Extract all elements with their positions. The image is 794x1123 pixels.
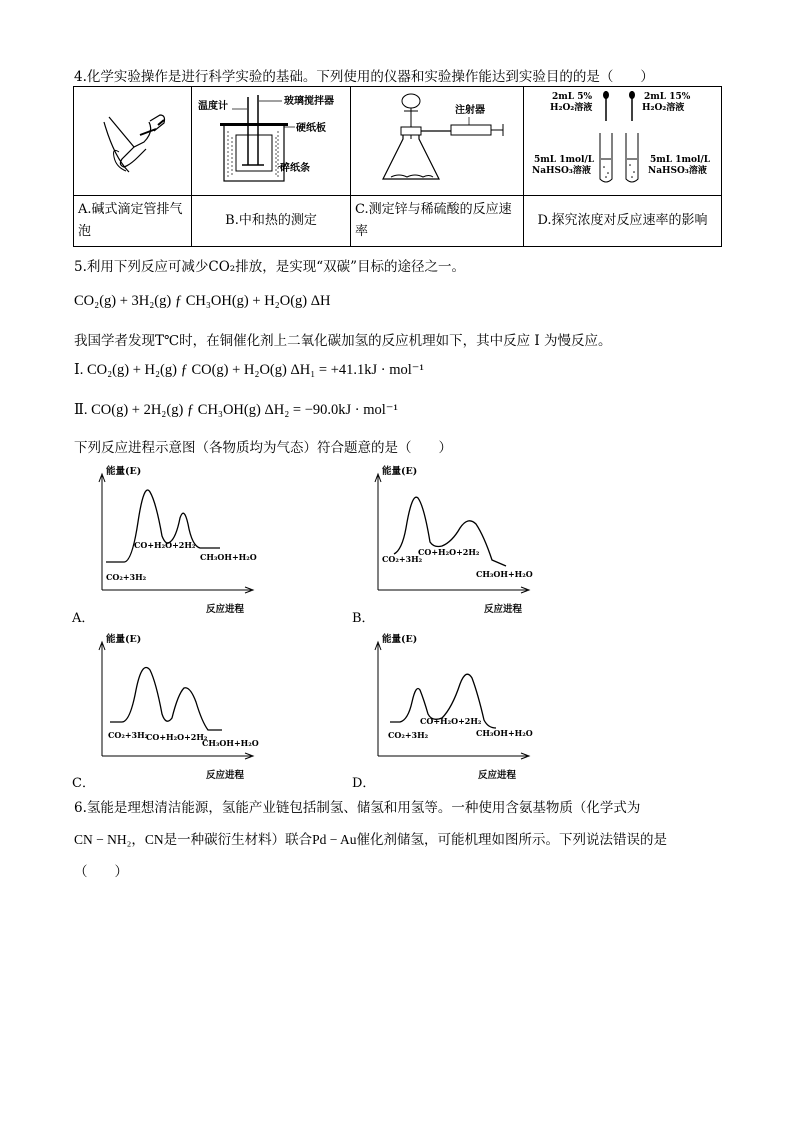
q5-intro: 我国学者发现T℃时，在铜催化剂上二氧化碳加氢的反应机理如下，其中反应 I 为慢反应。	[74, 333, 612, 349]
q4-stem: 4.化学实验操作是进行科学实验的基础。下列使用的仪器和实验操作能达到实验目的的是（ ）	[74, 69, 654, 85]
paper-label: 碎纸条	[280, 163, 310, 174]
svg-text:CO+H₂O+2H₂: CO+H₂O+2H₂	[134, 540, 196, 550]
calorimeter-image	[192, 87, 351, 196]
stirrer-label: 玻璃搅拌器	[284, 96, 334, 107]
svg-text:反应进程: 反应进程	[484, 604, 523, 615]
test-tubes-image	[524, 87, 722, 196]
q5-equation-1: Ⅰ. CO₂(g) + H₂(g) ƒ CO(g) + H₂O(g) ΔH₁ = +41.1kJ · mol⁻¹	[74, 362, 424, 378]
svg-text:反应进程: 反应进程	[478, 770, 517, 780]
q4-experiment-table	[73, 86, 722, 247]
svg-text:CO₂+3H₂: CO₂+3H₂	[106, 572, 147, 582]
chart-b	[372, 462, 552, 626]
svg-text:H₂O₂溶液: H₂O₂溶液	[550, 103, 593, 113]
chart-a	[96, 462, 276, 626]
q5-question: 下列反应进程示意图（各物质均为气态）符合题意的是（ ）	[74, 440, 452, 456]
syringe-label: 注射器	[455, 105, 485, 116]
svg-text:反应进程: 反应进程	[206, 770, 245, 780]
svg-text:2mL 15%: 2mL 15%	[644, 92, 691, 102]
svg-text:能量(E): 能量(E)	[382, 634, 418, 645]
svg-text:CH₃OH+H₂O: CH₃OH+H₂O	[202, 738, 259, 748]
chart-b-option: B．	[352, 611, 375, 626]
svg-text:5mL 1mol/L: 5mL 1mol/L	[534, 155, 595, 165]
svg-text:5mL 1mol/L: 5mL 1mol/L	[650, 155, 711, 165]
svg-text:CO+H₂O+2H₂: CO+H₂O+2H₂	[418, 547, 480, 557]
svg-text:CH₃OH+H₂O: CH₃OH+H₂O	[476, 569, 533, 579]
svg-text:能量(E): 能量(E)	[382, 466, 418, 477]
option-a: A.碱式滴定管排气泡	[74, 196, 192, 247]
chart-a-option: A．	[72, 611, 95, 626]
q5-main-equation: CO₂(g) + 3H₂(g) ƒ CH₃OH(g) + H₂O(g) ΔH	[74, 293, 331, 309]
svg-text:能量(E): 能量(E)	[106, 634, 142, 645]
chart-c-option: C．	[72, 776, 95, 791]
svg-text:CO+H₂O+2H₂: CO+H₂O+2H₂	[420, 716, 482, 726]
svg-text:CH₃OH+H₂O: CH₃OH+H₂O	[200, 552, 257, 562]
svg-text:2mL 5%: 2mL 5%	[552, 92, 593, 102]
chart-d-option: D．	[352, 776, 376, 791]
q6-line1: 6.氢能是理想清洁能源，氢能产业链包括制氢、储氢和用氢等。一种使用含氨基物质（化学式为	[74, 800, 641, 816]
chart-d	[372, 630, 552, 784]
svg-text:CO₂+3H₂: CO₂+3H₂	[108, 730, 149, 740]
option-b: B.中和热的测定	[192, 196, 351, 247]
svg-text:NaHSO₃溶液: NaHSO₃溶液	[532, 166, 591, 176]
option-d: D.探究浓度对反应速率的影响	[524, 196, 722, 247]
q5-equation-2: Ⅱ. CO(g) + 2H₂(g) ƒ CH₃OH(g) ΔH₂ = −90.0kJ · mol⁻¹	[74, 402, 398, 418]
svg-text:CO₂+3H₂: CO₂+3H₂	[388, 730, 429, 740]
q6-line2: CN − NH₂，CN是一种碳衍生材料）联合Pd − Au催化剂储氢，可能机理如图所示。下列说法错误的是	[74, 832, 667, 847]
option-c: C.测定锌与稀硫酸的反应速率	[351, 196, 524, 247]
svg-text:反应进程: 反应进程	[206, 604, 245, 615]
q6-line3: （ ）	[74, 864, 128, 880]
svg-text:NaHSO₃溶液: NaHSO₃溶液	[648, 166, 707, 176]
q5-stem: 5.利用下列反应可减少CO₂排放，是实现“双碳”目标的途径之一。	[74, 259, 465, 275]
svg-text:H₂O₂溶液: H₂O₂溶液	[642, 103, 685, 113]
svg-text:CH₃OH+H₂O: CH₃OH+H₂O	[476, 728, 533, 738]
svg-text:CO₂+3H₂: CO₂+3H₂	[382, 554, 423, 564]
svg-text:CO+H₂O+2H₂: CO+H₂O+2H₂	[146, 732, 208, 742]
thermometer-label: 温度计	[198, 101, 228, 112]
cardboard-label: 硬纸板	[296, 123, 326, 134]
flask-syringe-image	[351, 87, 524, 196]
chart-c	[96, 630, 276, 784]
ylabel: 能量(E)	[106, 466, 142, 477]
burette-image	[74, 87, 192, 196]
